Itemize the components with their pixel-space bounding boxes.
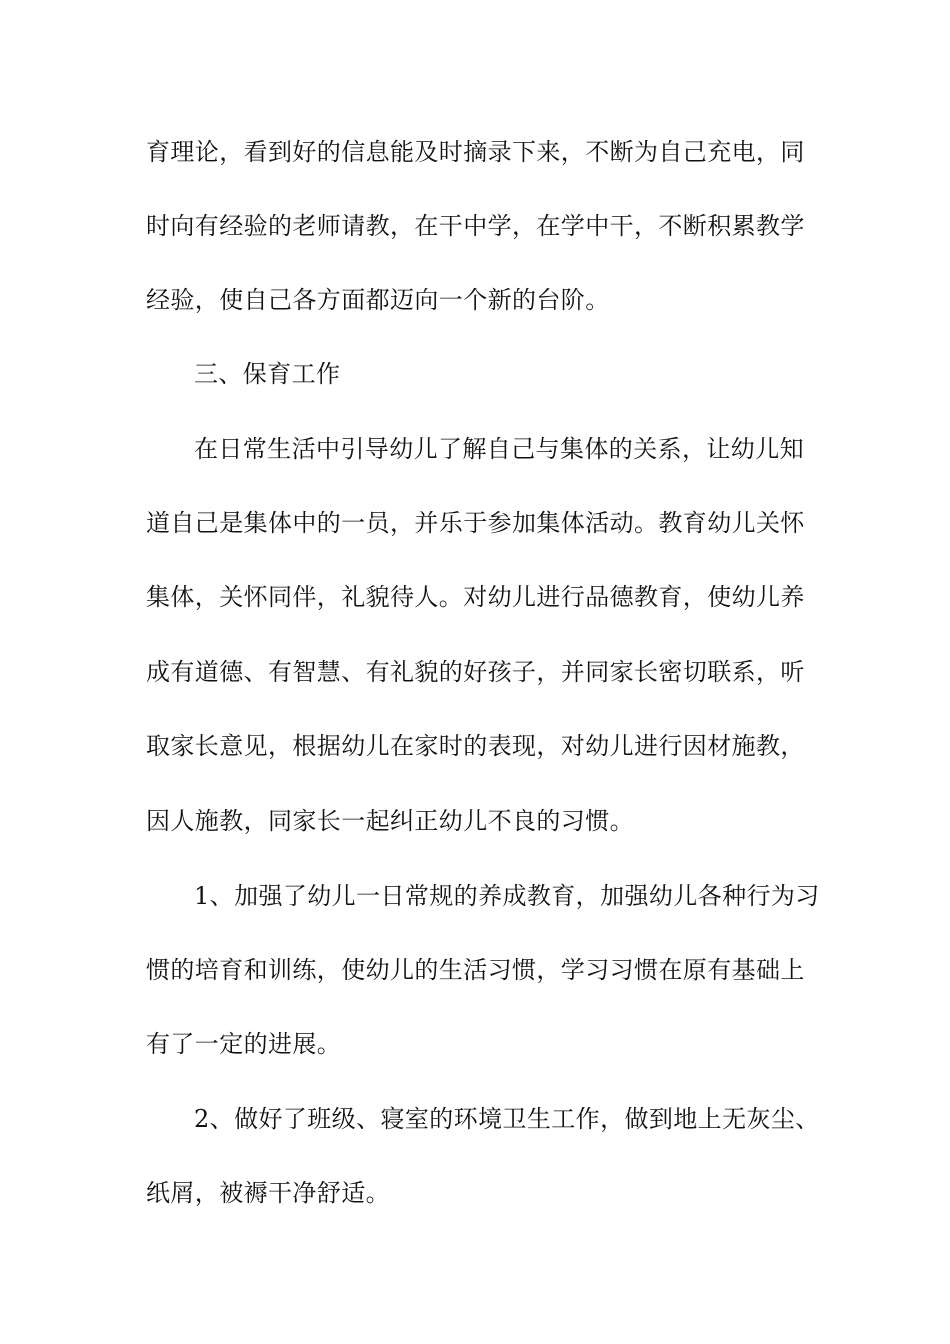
text-line: 育理论，看到好的信息能及时摘录下来，不断为自己充电，同: [146, 138, 805, 166]
text-line: 惯的培育和训练，使幼儿的生活习惯，学习习惯在原有基础上: [146, 956, 805, 984]
text-line: 纸屑，被褥干净舒适。: [146, 1179, 390, 1207]
text-line: 取家长意见，根据幼儿在家时的表现，对幼儿进行因材施教，: [146, 732, 805, 760]
section-heading: 三、保育工作: [194, 360, 341, 388]
text-line: 有了一定的进展。: [146, 1030, 342, 1058]
list-item-text: 1、加强了幼儿一日常规的养成教育，加强幼儿各种行为习: [194, 882, 820, 910]
text-line: 道自己是集体中的一员，并乐于参加集体活动。教育幼儿关怀: [146, 509, 805, 537]
text-line: 经验，使自己各方面都迈向一个新的台阶。: [146, 286, 610, 314]
text-line: 集体，关怀同伴，礼貌待人。对幼儿进行品德教育，使幼儿养: [146, 583, 805, 611]
list-item-text: 2、做好了班级、寝室的环境卫生工作，做到地上无灰尘、: [194, 1105, 820, 1133]
text-line: 成有道德、有智慧、有礼貌的好孩子，并同家长密切联系，听: [146, 658, 805, 686]
text-line: 因人施教，同家长一起纠正幼儿不良的习惯。: [146, 807, 634, 835]
text-line: 时向有经验的老师请教，在干中学，在学中干，不断积累教学: [146, 212, 805, 240]
text-line: 在日常生活中引导幼儿了解自己与集体的关系，让幼儿知: [194, 435, 804, 463]
